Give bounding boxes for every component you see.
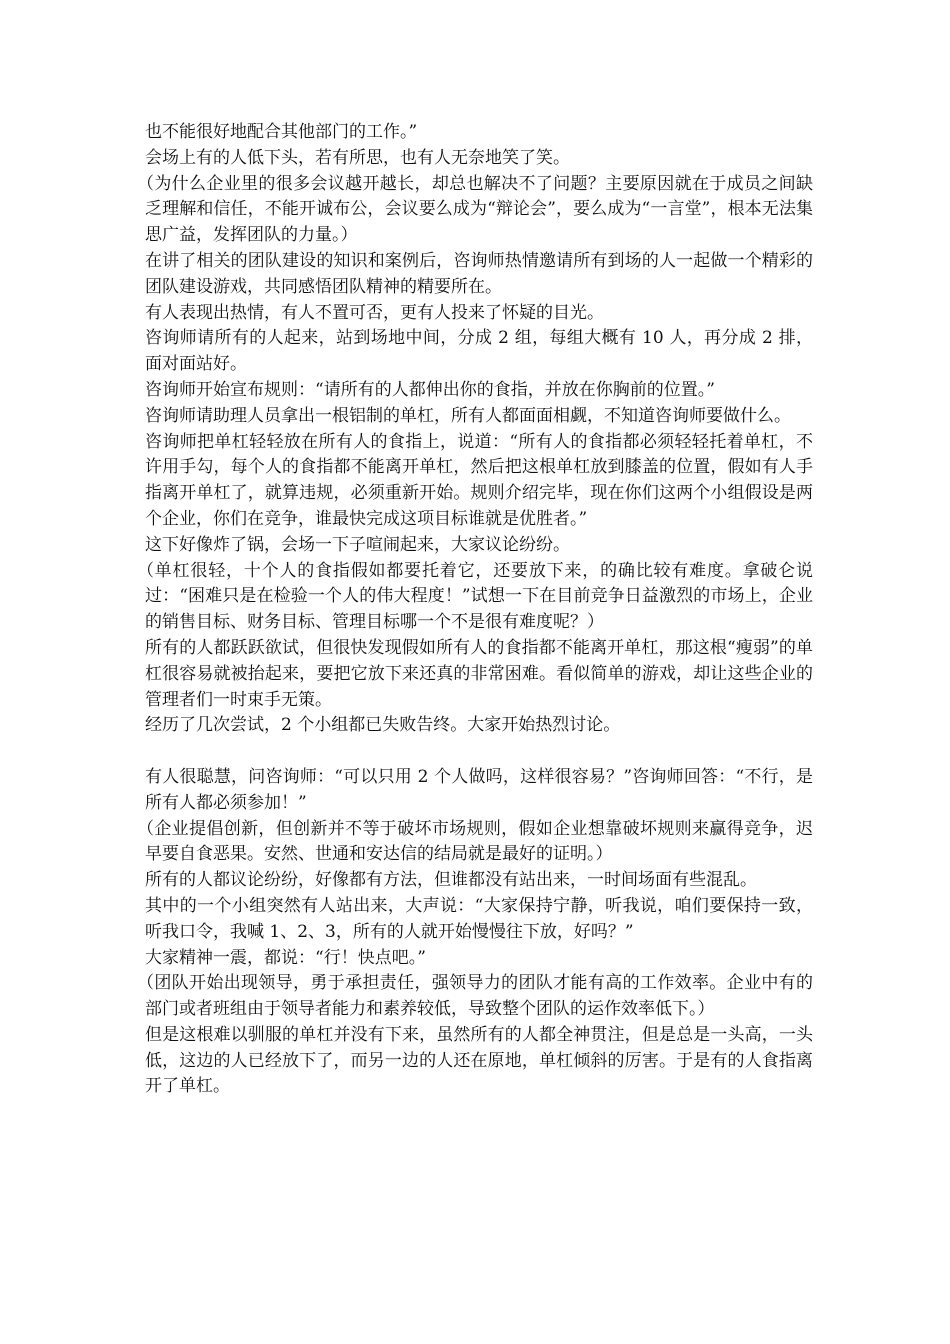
paragraph: 有人表现出热情，有人不置可否，更有人投来了怀疑的目光。	[145, 302, 604, 323]
paragraph: 咨询师请助理人员拿出一根铝制的单杠，所有人都面面相觑，不知道咨询师要做什么。	[145, 405, 791, 426]
paragraph: 咨询师把单杠轻轻放在所有人的食指上，说道：“所有人的食指都必须轻轻托着单杠，不许用手勾，每个人的食指都不能离开单杠，然后把这根单杠放到膝盖的位置，假如有人手指离开单杠了，就算违规，必须重新开始。规则介绍完毕，现在你们这两个小组假设是两个企业，你们在竞争，谁最快完成这项目标谁就是优胜者。”	[145, 431, 813, 529]
paragraph: （为什么企业里的很多会议越开越长，却总也解决不了问题？主要原因就在于成员之间缺乏理解和信任，不能开诚布公，会议要么成为“辩论会”，要么成为“一言堂”，根本无法集思广益，发挥团队的力量。）	[137, 173, 813, 246]
blank-line	[145, 739, 813, 765]
paragraph: 也不能很好地配合其他部门的工作。”	[145, 122, 418, 142]
paragraph: 这下好像炸了锅，会场一下子喧闹起来，大家议论纷纷。	[145, 534, 570, 555]
paragraph: 在讲了相关的团队建设的知识和案例后，咨询师热情邀请所有到场的人一起做一个精彩的团队建设游戏，共同感悟团队精神的精要所在。	[145, 250, 813, 297]
paragraph: （单杠很轻，十个人的食指假如都要托着它，还要放下来，的确比较有难度。拿破仑说过：“困难只是在检验一个人的伟大程度！”试想一下在目前竞争日益激烈的市场上，企业的销售目标、财务目标、管理目标哪一个不是很有难度呢？）	[137, 560, 813, 633]
paragraph: 经历了几次尝试，2 个小组都已失败告终。大家开始热烈讨论。	[145, 715, 621, 736]
paragraph: 大家精神一震，都说：“行！快点吧。”	[145, 947, 426, 968]
paragraph: 咨询师开始宣布规则：“请所有的人都伸出你的食指，并放在你胸前的位置。”	[145, 379, 715, 400]
paragraph: 会场上有的人低下头，若有所思，也有人无奈地笑了笑。	[145, 147, 570, 168]
paragraph: 所有的人都议论纷纷，好像都有方法，但谁都没有站出来，一时间场面有些混乱。	[145, 870, 757, 891]
paragraph: 但是这根难以驯服的单杠并没有下来，虽然所有的人都全神贯注，但是总是一头高，一头低，这边的人已经放下了，而另一边的人还在原地，单杠倾斜的厉害。于是有的人食指离开了单杠。	[145, 1024, 813, 1097]
paragraph: （企业提倡创新，但创新并不等于破坏市场规则，假如企业想靠破坏规则来赢得竞争，迟早要自食恶果。安然、世通和安达信的结局就是最好的证明。）	[137, 818, 813, 865]
paragraph: 所有的人都跃跃欲试，但很快发现假如所有人的食指都不能离开单杠，那这根“瘦弱”的单杠很容易就被抬起来，要把它放下来还真的非常困难。看似简单的游戏，却让这些企业的管理者们一时束手无策。	[145, 637, 813, 710]
paragraph: 咨询师请所有的人起来，站到场地中间，分成 2 组，每组大概有 10 人，再分成 2 排，面对面站好。	[145, 328, 813, 375]
paragraph: 其中的一个小组突然有人站出来，大声说：“大家保持宁静，听我说，咱们要保持一致，听我口令，我喊 1、2、3，所有的人就开始慢慢往下放，好吗？”	[145, 895, 813, 942]
document-body	[137, 120, 813, 1100]
paragraph: （团队开始出现领导，勇于承担责任，强领导力的团队才能有高的工作效率。企业中有的部门或者班组由于领导者能力和素养较低，导致整个团队的运作效率低下。）	[137, 973, 813, 1020]
paragraph: 有人很聪慧，问咨询师：“可以只用 2 个人做吗，这样很容易？”咨询师回答：“不行，是所有人都必须参加！”	[145, 766, 813, 813]
